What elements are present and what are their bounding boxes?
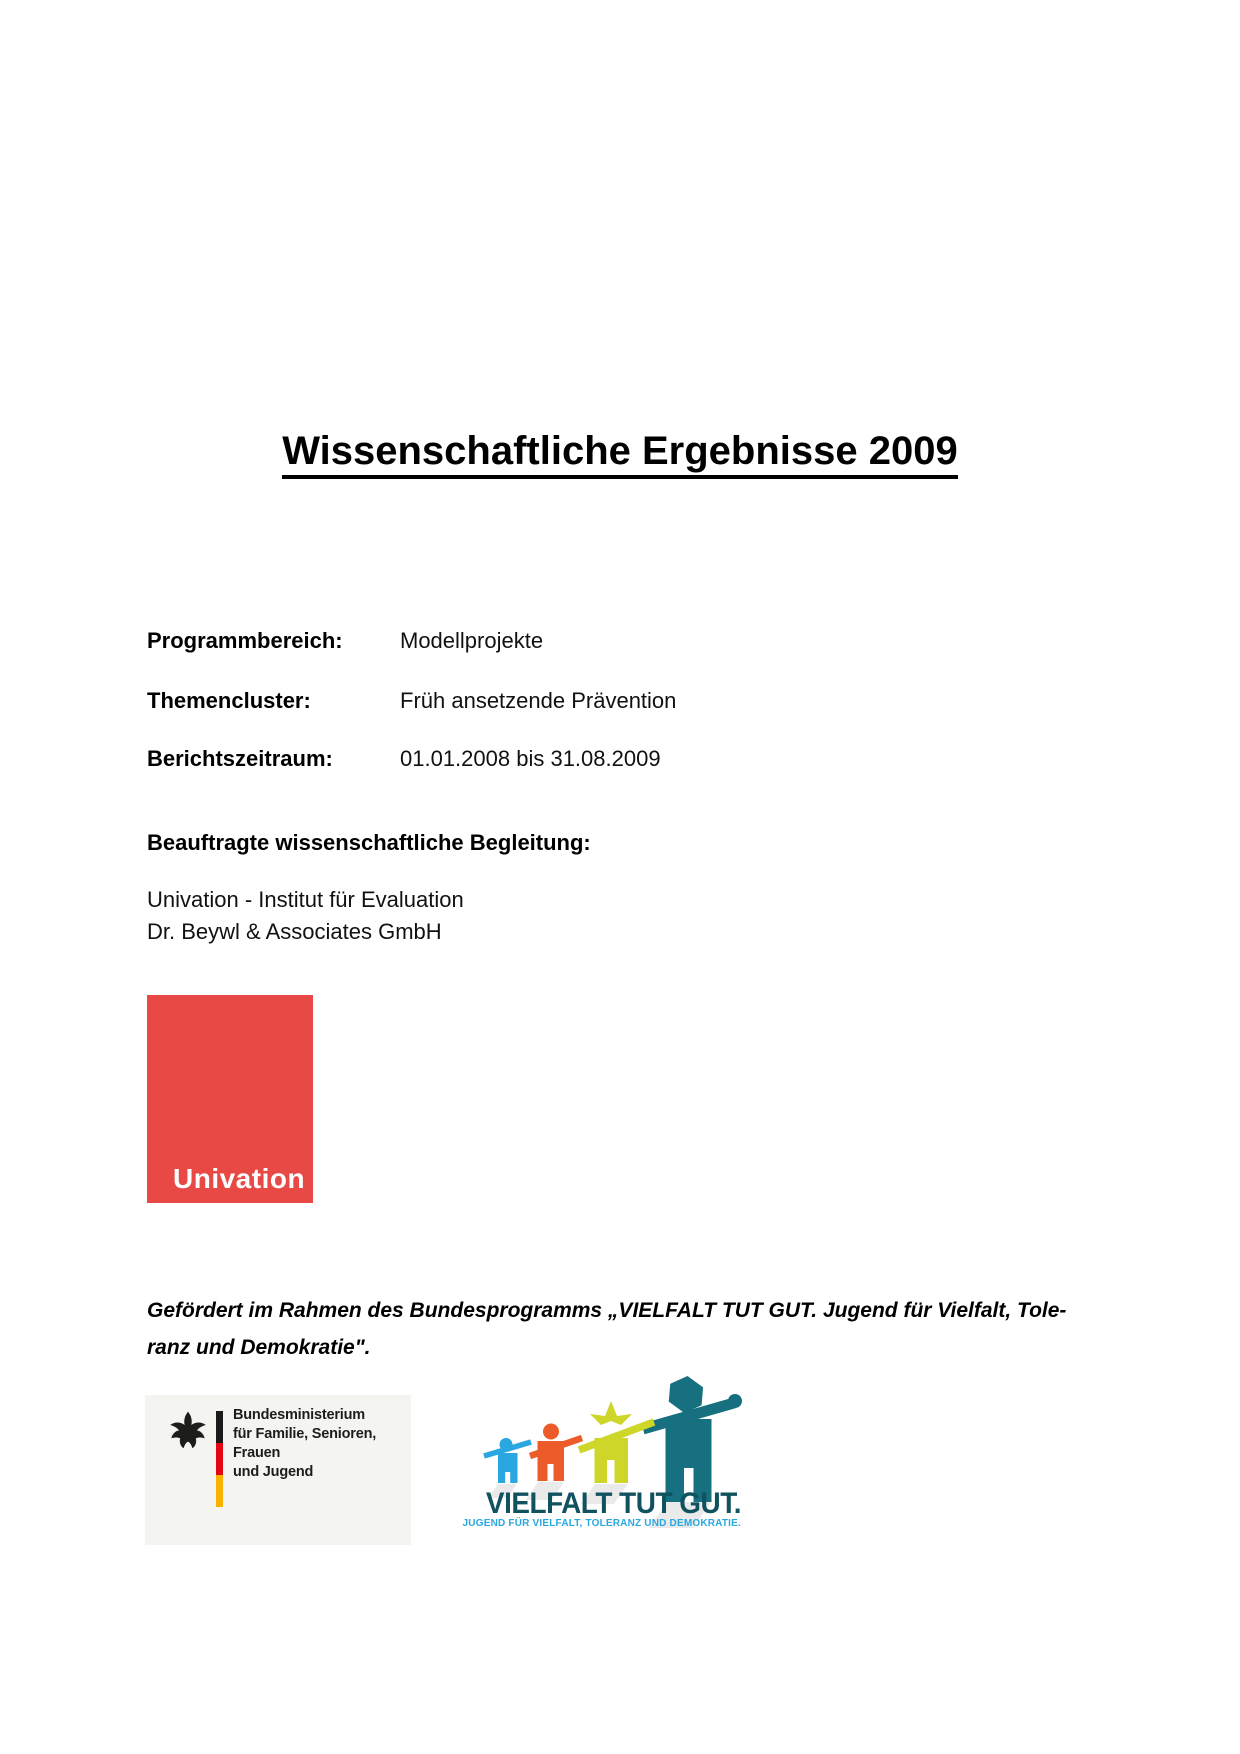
flag-red-stripe bbox=[216, 1443, 223, 1475]
federal-eagle-icon bbox=[168, 1409, 208, 1452]
info-value: 01.01.2008 bis 31.08.2009 bbox=[400, 746, 661, 771]
bmfsfj-logo bbox=[145, 1395, 411, 1545]
flag-black-stripe bbox=[216, 1411, 223, 1443]
org-line-1: Univation - Institut für Evaluation bbox=[147, 887, 464, 912]
info-value: Modellprojekte bbox=[400, 628, 544, 653]
funding-line-1: Gefördert im Rahmen des Bundesprogramms „VIELFALT TUT GUT. Jugend für Vielfalt, Tole- bbox=[147, 1299, 1067, 1322]
vtg-subtitle: JUGEND FÜR VIELFALT, TOLERANZ UND DEMOKRATIE. bbox=[462, 1518, 741, 1529]
vtg-wordmark: VIELFALT TUT GUT. bbox=[485, 1487, 741, 1520]
vielfalt-tut-gut-logo bbox=[435, 1372, 747, 1540]
evaluation-heading: Beauftragte wissenschaftliche Begleitung: bbox=[147, 830, 591, 855]
flag-gold-stripe bbox=[216, 1475, 223, 1507]
bmfsfj-line-1: Bundesministerium bbox=[233, 1407, 365, 1423]
info-label: Themencluster: bbox=[147, 688, 311, 713]
evaluation-organisation bbox=[147, 884, 464, 948]
org-line-2: Dr. Beywl & Associates GmbH bbox=[147, 919, 442, 944]
bmfsfj-line-3: und Jugend bbox=[233, 1464, 314, 1480]
info-row-berichtszeitraum bbox=[147, 746, 1047, 772]
info-label: Berichtszeitraum: bbox=[147, 746, 333, 771]
info-row-themencluster bbox=[147, 688, 1047, 714]
german-flag-bar-icon bbox=[216, 1411, 223, 1507]
info-label: Programmbereich: bbox=[147, 628, 343, 653]
info-value: Früh ansetzende Prävention bbox=[400, 688, 677, 713]
page-title bbox=[0, 429, 1240, 474]
funding-line-2: ranz und Demokratie". bbox=[147, 1336, 371, 1359]
page-title-text: Wissenschaftliche Ergebnisse 2009 bbox=[282, 429, 958, 479]
univation-logo bbox=[147, 995, 313, 1203]
bmfsfj-line-2: für Familie, Senioren, Frauen bbox=[233, 1426, 377, 1461]
univation-logo-label: Univation bbox=[173, 1163, 306, 1194]
bmfsfj-logo-text bbox=[233, 1406, 411, 1482]
funding-statement bbox=[147, 1292, 1107, 1366]
info-row-programmbereich bbox=[147, 628, 1047, 654]
